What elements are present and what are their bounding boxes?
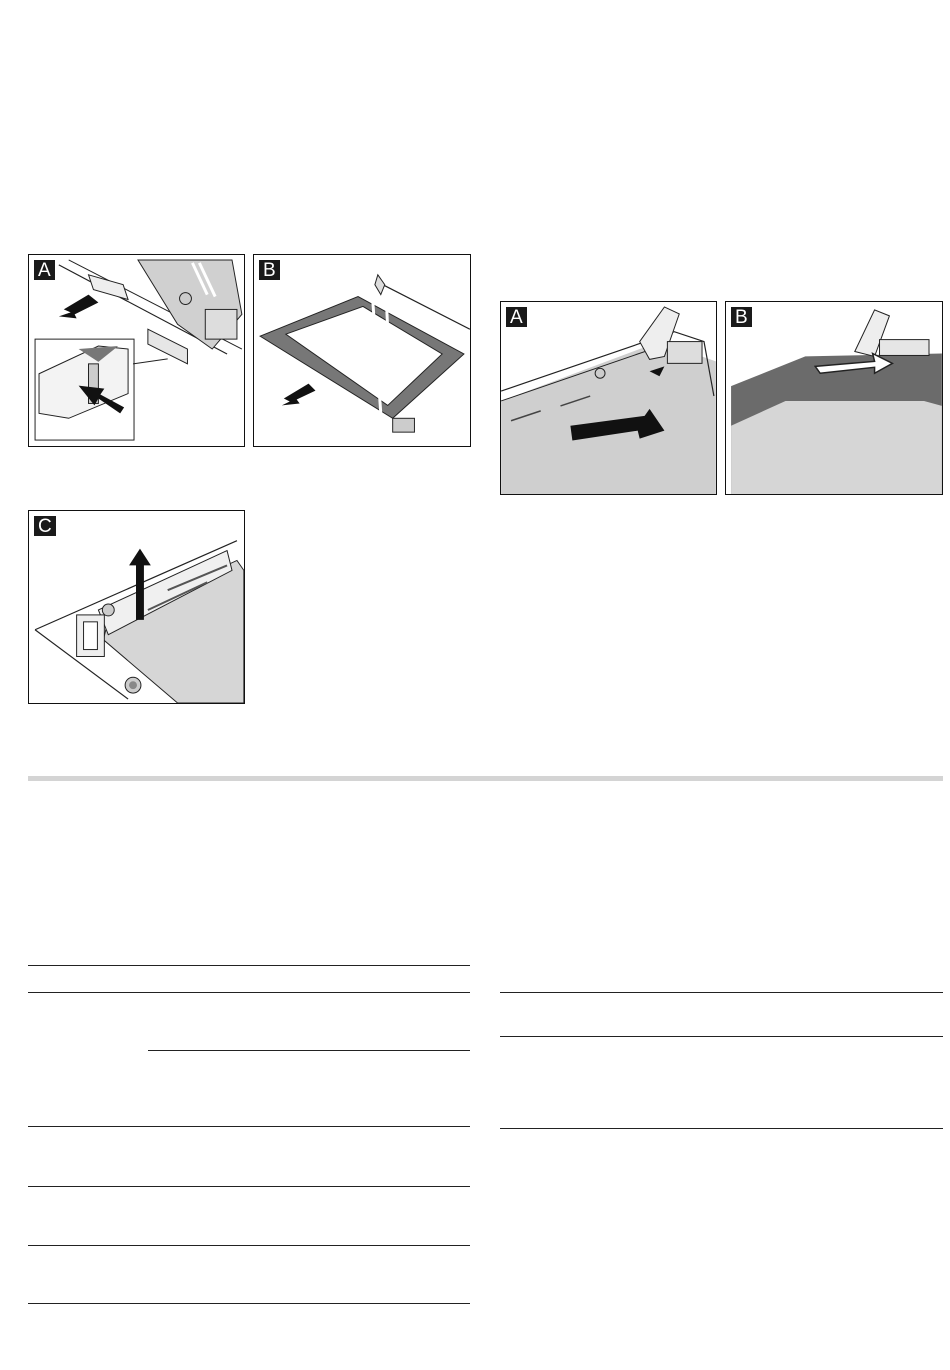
figure-label: B [731, 307, 752, 327]
figure-guide-rail-b [725, 301, 943, 495]
figure-label: C [34, 516, 56, 536]
table-rule [500, 1036, 943, 1037]
illustration-rail-slide [726, 302, 942, 494]
table-rule [28, 1186, 470, 1187]
table-rule [28, 1126, 470, 1127]
table-rule [28, 992, 470, 993]
figure-door-hinge-c [28, 510, 245, 704]
table-rule [500, 992, 943, 993]
figure-label: B [259, 260, 280, 280]
table-rule [28, 1245, 470, 1246]
figure-label: A [34, 260, 55, 280]
figure-label: A [506, 307, 527, 327]
illustration-rail-insert [501, 302, 716, 494]
table-rule [148, 1050, 470, 1051]
table-rule [500, 1128, 943, 1129]
table-rule [28, 965, 470, 966]
section-separator [28, 776, 943, 781]
illustration-hinge-lift [29, 511, 244, 703]
table-rule [28, 1303, 470, 1304]
figure-door-glass-b [253, 254, 471, 447]
figure-door-hinge-a [28, 254, 245, 447]
illustration-glass-panel [254, 255, 470, 446]
illustration-hinge-latch [29, 255, 244, 446]
figure-guide-rail-a [500, 301, 717, 495]
